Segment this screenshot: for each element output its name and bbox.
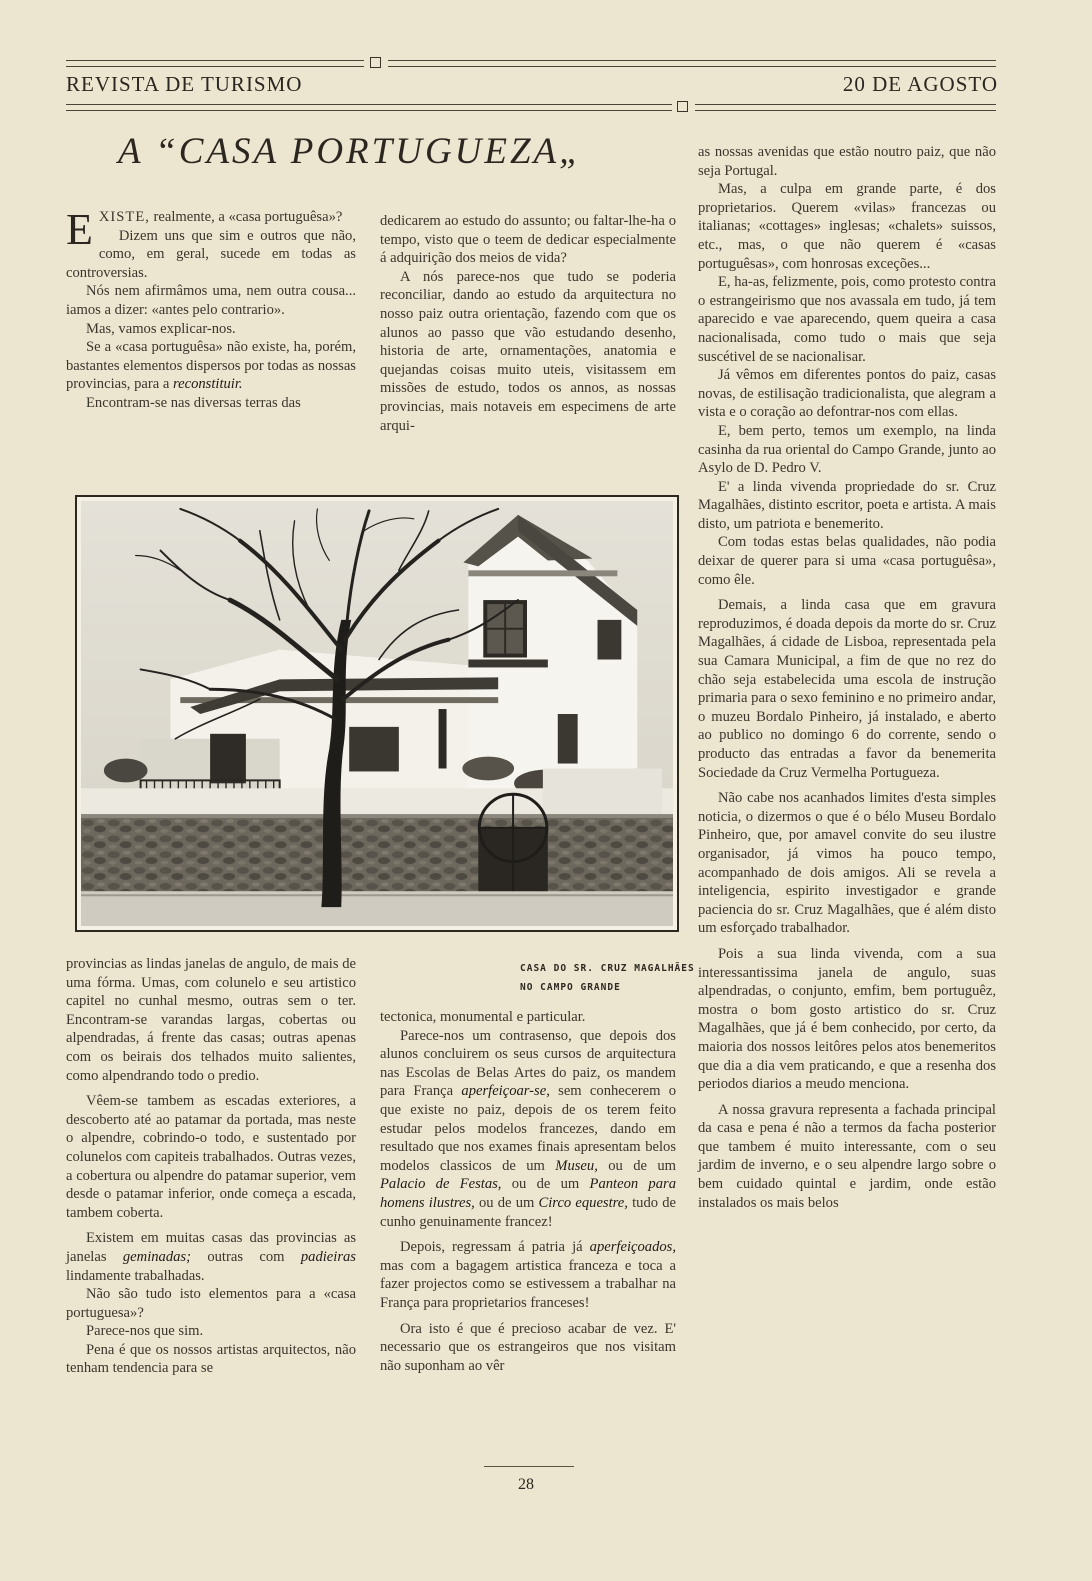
- paragraph: Mas, a culpa em grande parte, é dos proprietarios. Querem «vilas» francezas ou italianas; «cottages» inglesas; «chalets» suissos, etc., mas, o que não querem é «casas portuguêsas», com honrosas exceções...: [698, 181, 996, 272]
- text-run: tudo de cunho genuinamente francez!: [380, 1194, 676, 1230]
- emphasis: reconstituir.: [172, 376, 243, 393]
- paragraph: [380, 1238, 676, 1312]
- header-rule-top-left: [66, 60, 364, 67]
- header-rule-bottom-right: [695, 104, 996, 111]
- paragraph: Já vêmos em diferentes pontos do paiz, casas novas, de estilisação tradicionalista, que alegram a vista e o coração ao defontrar-nos com ellas.: [698, 367, 996, 421]
- paragraph: Com todas estas belas qualidades, não podia deixar de querer para si uma «casa portuguêsa», como êle.: [698, 534, 996, 588]
- text-run: lindamente trabalhadas.: [66, 1267, 205, 1284]
- paragraph: Pois a sua linda vivenda, com a sua interessantissima janela de angulo, suas alpendradas, o conjunto, emfim, bem portuguêz, mostra o bom gosto artistico do sr. Cruz Magalhães, que já é bem conhecido, por certo, da maioria dos nossos leitôres pelos atos benemeritos que dia a dia vem praticando, e que a resenha dos periodos diarios a meudo menciona.: [698, 945, 996, 1093]
- paragraph: as nossas avenidas que estão noutro paiz, que não seja Portugal.: [698, 144, 996, 179]
- paragraph: Não cabe nos acanhados limites d'esta simples noticia, o dizermos o que é o bélo Museu Bordalo Pinheiro, que, por amavel convite do seu ilustre organisador, já vimos ha pouco tempo, acompanhado de dois amigos. Ali se revela a inteligencia, espirito investigador e grande paciencia do sr. Cruz Magalhães, que é além disto um esforçado trabalhador.: [698, 790, 996, 937]
- paragraph: Dizem uns que sim e outros que não, como, em geral, sucede em todas as controversias.: [66, 227, 356, 281]
- emphasis: aperfeiçoados,: [589, 1239, 676, 1256]
- paragraph: Não são tudo isto elementos para a «casa portuguesa»?: [66, 1286, 356, 1321]
- article-title: A “CASA PORTUGUEZA„: [118, 131, 583, 172]
- paragraph: Encontram-se nas diversas terras das: [86, 394, 301, 411]
- paragraph: Nós nem afirmâmos uma, nem outra cousa... iamos a dizer: «antes pelo contrario».: [66, 283, 356, 318]
- text-run: ou de um: [501, 1176, 590, 1193]
- opening-smallcaps: XISTE,: [98, 209, 150, 225]
- footer-rule: [484, 1466, 574, 1467]
- text-run: Existem em muitas casas das provincias as janelas: [66, 1230, 356, 1265]
- column-2-bottom: [380, 1008, 676, 1375]
- paragraph: [380, 1027, 676, 1232]
- paragraph: Parece-nos que sim.: [86, 1323, 204, 1340]
- text-run: Se a «casa portuguêsa» não existe, ha, porém, bastantes elementos dispersos por todas as nossas provincias, para a: [66, 339, 356, 393]
- emphasis: aperfeiçoar-se,: [461, 1083, 550, 1100]
- emphasis: Museu,: [555, 1157, 598, 1174]
- publication-name: REVISTA DE TURISMO: [66, 72, 303, 96]
- emphasis: Panteon para homens ilustres,: [380, 1176, 676, 1211]
- emphasis: Circo equestre,: [538, 1194, 628, 1211]
- paragraph: E' a linda vivenda propriedade do sr. Cruz Magalhães, distinto escritor, poeta e artista. A mais disto, um patriota e benemerito.: [698, 478, 996, 532]
- column-2-top: [380, 212, 676, 435]
- header-rule-bottom-left: [66, 104, 672, 111]
- header-rule-top-right: [388, 60, 996, 67]
- paragraph: [66, 1229, 356, 1285]
- paragraph: A nossa gravura representa a fachada principal da casa e pena é não a termos da facha posterior que tambem é muito interessante, com o seu jardim de inverno, e o seu alpendre largo sobre o bem cuidado quintal e jardim, onde estão instalados os mais belos: [698, 1101, 996, 1211]
- text-run: ou de um: [474, 1194, 539, 1211]
- text-run: mas com a bagagem artistica franceza e toca a fazer projectos como se estivessem a trabalhar na França para proprietarios franceses!: [380, 1257, 676, 1311]
- paragraph: Mas, vamos explicar-nos.: [86, 320, 236, 337]
- emphasis: geminadas;: [122, 1248, 191, 1265]
- caption-line-1: CASA DO SR. CRUZ MAGALHÃES: [520, 963, 695, 974]
- paragraph: E, ha-as, felizmente, pois, como protesto contra o estrangeirismo que nos avassala em tudo, já tem aparecido e vae aparecendo, quem queira a casa nacionalisada, como tudo o mais que seja suscétivel de se nacionalisar.: [698, 274, 997, 365]
- header-ornament-bottom: [677, 101, 688, 112]
- paragraph: Ora isto é que é precioso acabar de vez. E' necessario que os estrangeiros que nos visitam não suponham ao vêr: [380, 1320, 676, 1374]
- text-run: Parece-nos um contrasenso, que depois dos alunos concluirem os seus cursos de arquitectura nas Escolas de Belas Artes do paiz, os mandem para França: [380, 1027, 676, 1100]
- caption-line-2: NO CAMPO GRANDE: [520, 982, 621, 993]
- paragraph: Vêem-se tambem as escadas exteriores, a descoberto até ao patamar da portada, mas neste o alpendre, cobrindo-o todo, e sustentado por colunelos com capiteis trabalhados. Outras vezes, a cobertura ou alpendre do patamar superior, vem desde o patamar inferior, onde começa a escada, tambem coberta.: [66, 1093, 356, 1221]
- emphasis: padieiras: [300, 1248, 356, 1265]
- issue-date: 20 DE AGOSTO: [842, 72, 998, 96]
- column-3: [698, 143, 996, 1212]
- house-photograph: [75, 495, 679, 932]
- header-ornament-top: [370, 57, 381, 68]
- house-photo-image: [81, 501, 673, 926]
- paragraph: [66, 338, 356, 394]
- page-number: 28: [518, 1476, 534, 1493]
- paragraph: Demais, a linda casa que em gravura reproduzimos, é doada depois da morte do sr. Cruz Magalhães, á cidade de Lisboa, representada pela sua Camara Municipal, a fim de que no rez do chão seja estabelecida uma escola de instrução primaria para o sexo feminino e no primeiro andar, o muzeu Bordalo Pinheiro, já instalado, e aberto ao publico no domingo 6 do corrente, sendo o producto das entradas a favor da benemerita Sociedade da Cruz Vermelha Portugueza.: [698, 597, 996, 781]
- column-1-bottom: [66, 955, 356, 1378]
- paragraph: Pena é que os nossos artistas arquitectos, não tenham tendencia para se: [66, 1341, 356, 1377]
- text-run: outras com: [190, 1248, 301, 1265]
- paragraph: provincias as lindas janelas de angulo, de mais de uma fórma. Umas, com colunelo e seu artistico capitel no cunhal mesmo, outras sem o ter. Encontram-se varandas largas, cobertas ou alpendradas, á frente das casas; outras apenas com os beirais dos telhados muito salientes, como alpendrando todo o predio.: [66, 956, 356, 1084]
- text-run: sem conhecerem o que existe no paiz, depois de os terem feito estudar pelos modelos francezes, dando em resultado que nos exames finais apresentam belos modelos classicos de um: [380, 1083, 676, 1174]
- text-run: ou de um: [597, 1157, 676, 1174]
- paragraph: A nós parece-nos que tudo se poderia reconciliar, dando ao estudo da arquitectura no nosso paiz outra orientação, fazendo com que os alunos ao passo que vão estudando desenho, historia de arte, ornamentações, anatomia e quejandas coisas muito uteis, visitassem em missões de estudo, todos os annos, as nossas provincias, mais notaveis em especimens de arte arqui-: [380, 268, 676, 434]
- dropcap: E: [66, 205, 93, 254]
- paragraph: E, bem perto, temos um exemplo, na linda casinha da rua oriental do Campo Grande, junto ao Asylo de D. Pedro V.: [698, 422, 996, 477]
- emphasis: Palacio de Festas,: [380, 1176, 502, 1193]
- opening-text: realmente, a «casa portuguêsa»?: [149, 209, 343, 225]
- column-1-top: [66, 205, 356, 413]
- paragraph: dedicarem ao estudo do assunto; ou faltar-lhe-ha o tempo, visto que o teem de dedicar especialmente á adquirição dos meios de vida?: [380, 213, 676, 267]
- photo-caption: [520, 959, 695, 997]
- text-run: Depois, regressam á patria já: [400, 1239, 590, 1256]
- paragraph: tectonica, monumental e particular.: [380, 1009, 586, 1025]
